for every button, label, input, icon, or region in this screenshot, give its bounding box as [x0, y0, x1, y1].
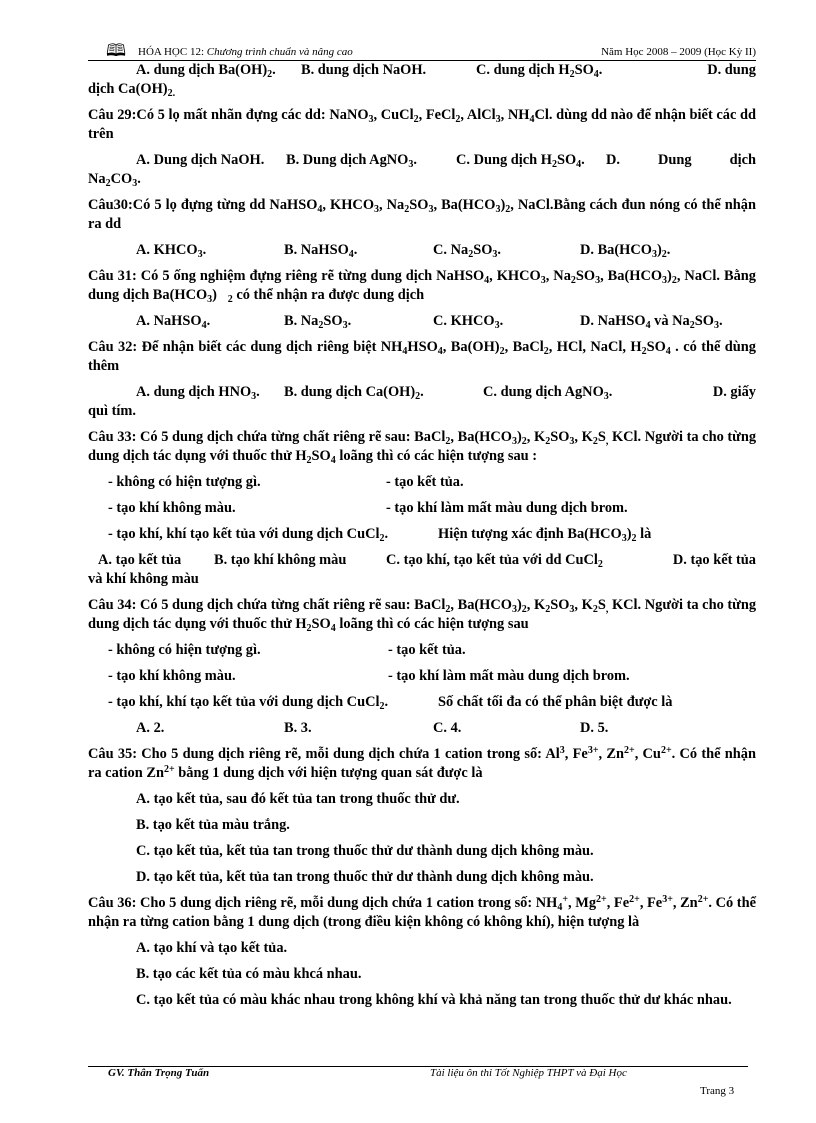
q34-bullets-row1: - không có hiện tượng gì. - tạo kết tủa. [108, 642, 466, 658]
q28-options: A. dung dịch $Ba(OH)_2$. B. dung dịch NaOH. C. dung dịch $H_2SO_4$. D. dung [136, 62, 756, 80]
document-body [88, 61, 756, 1010]
footer-author: GV. Thân Trọng Tuấn [108, 1067, 210, 1079]
q33-bullets-row1: - không có hiện tượng gì. - tạo kết tủa. [108, 474, 464, 490]
question-30: Câu30:Có 5 lọ đựng từng dd NaHSO$_4$, $KHCO_3$, $Na_2SO_3$, $Ba(HCO_3)_2$, NaCl.Bằng cách đun nóng có thể nhận ra dd [88, 197, 756, 232]
page-number: Trang 3 [700, 1085, 735, 1097]
q30-options: A. $KHCO_3$. B. NaHSO$_4$. C. $Na_2SO_3$. D. $Ba(HCO_3)_2$. [136, 242, 671, 260]
question-29: Câu 29:Có 5 lọ mất nhãn đựng các dd: NaNO$_3$, CuCl$_2$, FeCl$_2$, AlCl$_3$, $NH_4Cl$. dùng dd nào để nhận biết các dd trên [88, 107, 757, 142]
footer-document: Tài liệu ôn thi Tốt Nghiệp THPT và Đại Học [430, 1067, 627, 1079]
q33-bullets-row3: - tạo khí, khí tạo kết tủa với dung dịch CuCl$_2$. Hiện tượng xác định $Ba(HCO_3)_2$ là [108, 526, 652, 544]
q35-option-b: B. tạo kết tủa màu trắng. [136, 817, 290, 833]
q28-option-d-cont: dịch $Ca(OH)_{2.}$ [88, 81, 176, 99]
question-34: Câu 34: Có 5 dung dịch chứa từng chất riêng rẽ sau: BaCl$_2$, $Ba(HCO_3)_2$, $K_2SO_3$, $K_2S_,$ KCl. Người ta cho từng dung dịch tác dụng với thuốc thử $H_2SO_4$ loãng thì có các hiện tượng sau [88, 597, 757, 634]
q31-options: A. NaHSO$_4$. B. $Na_2SO_3$. C. $KHCO_3$. D. NaHSO$_4$ và $Na_2SO_3$. [136, 313, 723, 331]
q33-option-d-cont: và khí không màu [88, 571, 199, 587]
question-32: Câu 32: Để nhận biết các dung dịch riêng biệt $NH_4HSO_4$, $Ba(OH)_2$, BaCl$_2$, HCl, NaCl, $H_2SO_4$ . có thể dùng thêm [88, 339, 757, 374]
q35-option-c: C. tạo kết tủa, kết tủa tan trong thuốc thử dư thành dung dịch không màu. [136, 843, 594, 859]
header-year: Năm Học 2008 – 2009 (Học Kỳ II) [601, 46, 756, 58]
q29-option-d-cont: $Na_2CO_3$. [88, 171, 141, 189]
page-header [88, 38, 756, 60]
q29-options: A. Dung dịch NaOH. B. Dung dịch AgNO$_3$. C. Dung dịch $H_2SO_4$. D. Dung dịch [136, 152, 756, 170]
question-36: Câu 36: Cho 5 dung dịch riêng rẽ, mỗi dung dịch chứa 1 cation trong số: $NH_4^+$, $Mg^{2+}$, $Fe^{2+}$, $Fe^{3+}$, $Zn^{2+}$. Có thể nhận ra từng cation bằng 1 dung dịch (trong điều kiện không có không khí), hiện tượng là [88, 894, 756, 930]
q35-option-d: D. tạo kết tủa, kết tủa tan trong thuốc thử dư thành dung dịch không màu. [136, 869, 594, 885]
q33-bullets-row2: - tạo khí không màu. - tạo khí làm mất màu dung dịch brom. [108, 500, 628, 516]
q35-option-a: A. tạo kết tủa, sau đó kết tủa tan trong thuốc thử dư. [136, 791, 460, 807]
q32-options: A. dung dịch $HNO_3$. B. dung dịch $Ca(OH)_2$. C. dung dịch AgNO$_3$. D. giấy [136, 384, 756, 402]
q34-bullets-row2: - tạo khí không màu. - tạo khí làm mất màu dung dịch brom. [108, 668, 630, 684]
question-35: Câu 35: Cho 5 dung dịch riêng rẽ, mỗi dung dịch chứa 1 cation trong số: Al$^3$, $Fe^{3+}$, $Zn^{2+}$, $Cu^{2+}$. Có thể nhận ra cation $Zn^{2+}$ bằng 1 dung dịch với hiện tượng quan sát được là [88, 745, 756, 781]
q36-option-a: A. tạo khí và tạo kết tủa. [136, 940, 288, 956]
q33-options: A. tạo kết tủa B. tạo khí không màu C. tạo khí, tạo kết tủa với dd CuCl$_2$ D. tạo kết tủa [98, 552, 756, 570]
q34-bullets-row3: - tạo khí, khí tạo kết tủa với dung dịch CuCl$_2$. Số chất tối đa có thể phân biệt được là [108, 694, 673, 712]
book-icon: 🕮 [106, 41, 127, 60]
question-33: Câu 33: Có 5 dung dịch chứa từng chất riêng rẽ sau: BaCl$_2$, $Ba(HCO_3)_2$, $K_2SO_3$, $K_2S_,$ KCl. Người ta cho từng dung dịch tác dụng với thuốc thử $H_2SO_4$ loãng thì có các hiện tượng sau : [88, 429, 757, 466]
q32-option-d-cont: quì tím. [88, 403, 136, 419]
q36-option-b: B. tạo các kết tủa có màu khcá nhau. [136, 966, 362, 982]
question-31: Câu 31: Có 5 ống nghiệm đựng riêng rẽ từng dung dịch NaHSO$_4$, $KHCO_3$, $Na_2SO_3$, $Ba(HCO_3)_2$, NaCl. Bằng dung dịch $Ba(HCO_3)$ $_2$ có thể nhận ra được dung dịch [88, 268, 756, 305]
q34-options: A. 2. B. 3. C. 4. D. 5. [136, 720, 609, 736]
q36-option-c: C. tạo kết tủa có màu khác nhau trong không khí và khả năng tan trong thuốc thử dư khác nhau. [136, 992, 732, 1008]
header-subject: HÓA HỌC 12: Chương trình chuẩn và nâng cao [138, 46, 353, 58]
